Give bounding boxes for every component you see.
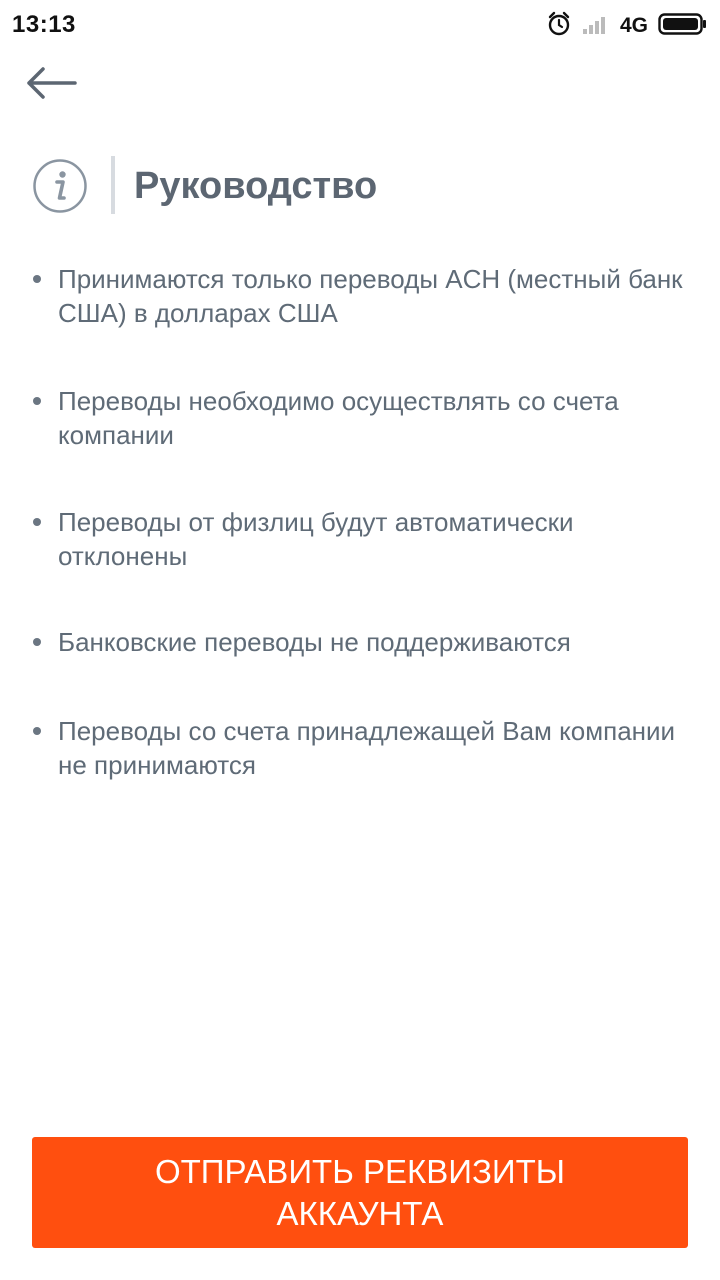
- bullet-icon: [33, 727, 41, 735]
- signal-icon: [582, 13, 610, 40]
- bullet-icon: [33, 518, 41, 526]
- send-account-details-button[interactable]: ОТПРАВИТЬ РЕКВИЗИТЫ АККАУНТА: [32, 1137, 688, 1248]
- alarm-icon: [546, 11, 572, 42]
- list-item-text: Переводы со счета принадлежащей Вам компании не принимаются: [58, 716, 676, 780]
- bullet-icon: [33, 397, 41, 405]
- network-label: 4G: [619, 14, 648, 37]
- list-item-text: Переводы от физлиц будут автоматически отклонены: [58, 507, 574, 571]
- bullet-icon: [33, 275, 41, 283]
- status-time: 13:13: [12, 11, 76, 38]
- bullet-icon: [33, 638, 41, 646]
- status-bar: [0, 0, 720, 52]
- back-button[interactable]: [18, 60, 84, 110]
- list-item-text: Переводы необходимо осуществлять со счета компании: [58, 386, 619, 450]
- list-item-text: Принимаются только переводы ACH (местный банк США) в долларах США: [58, 264, 683, 328]
- battery-icon: [658, 12, 708, 41]
- status-icons: [546, 10, 708, 42]
- list-item-text: Банковские переводы не поддерживаются: [58, 627, 571, 657]
- page-title: Руководство: [134, 165, 378, 207]
- arrow-left-icon: [25, 66, 77, 105]
- info-icon: [32, 158, 88, 214]
- header-divider: [111, 156, 115, 214]
